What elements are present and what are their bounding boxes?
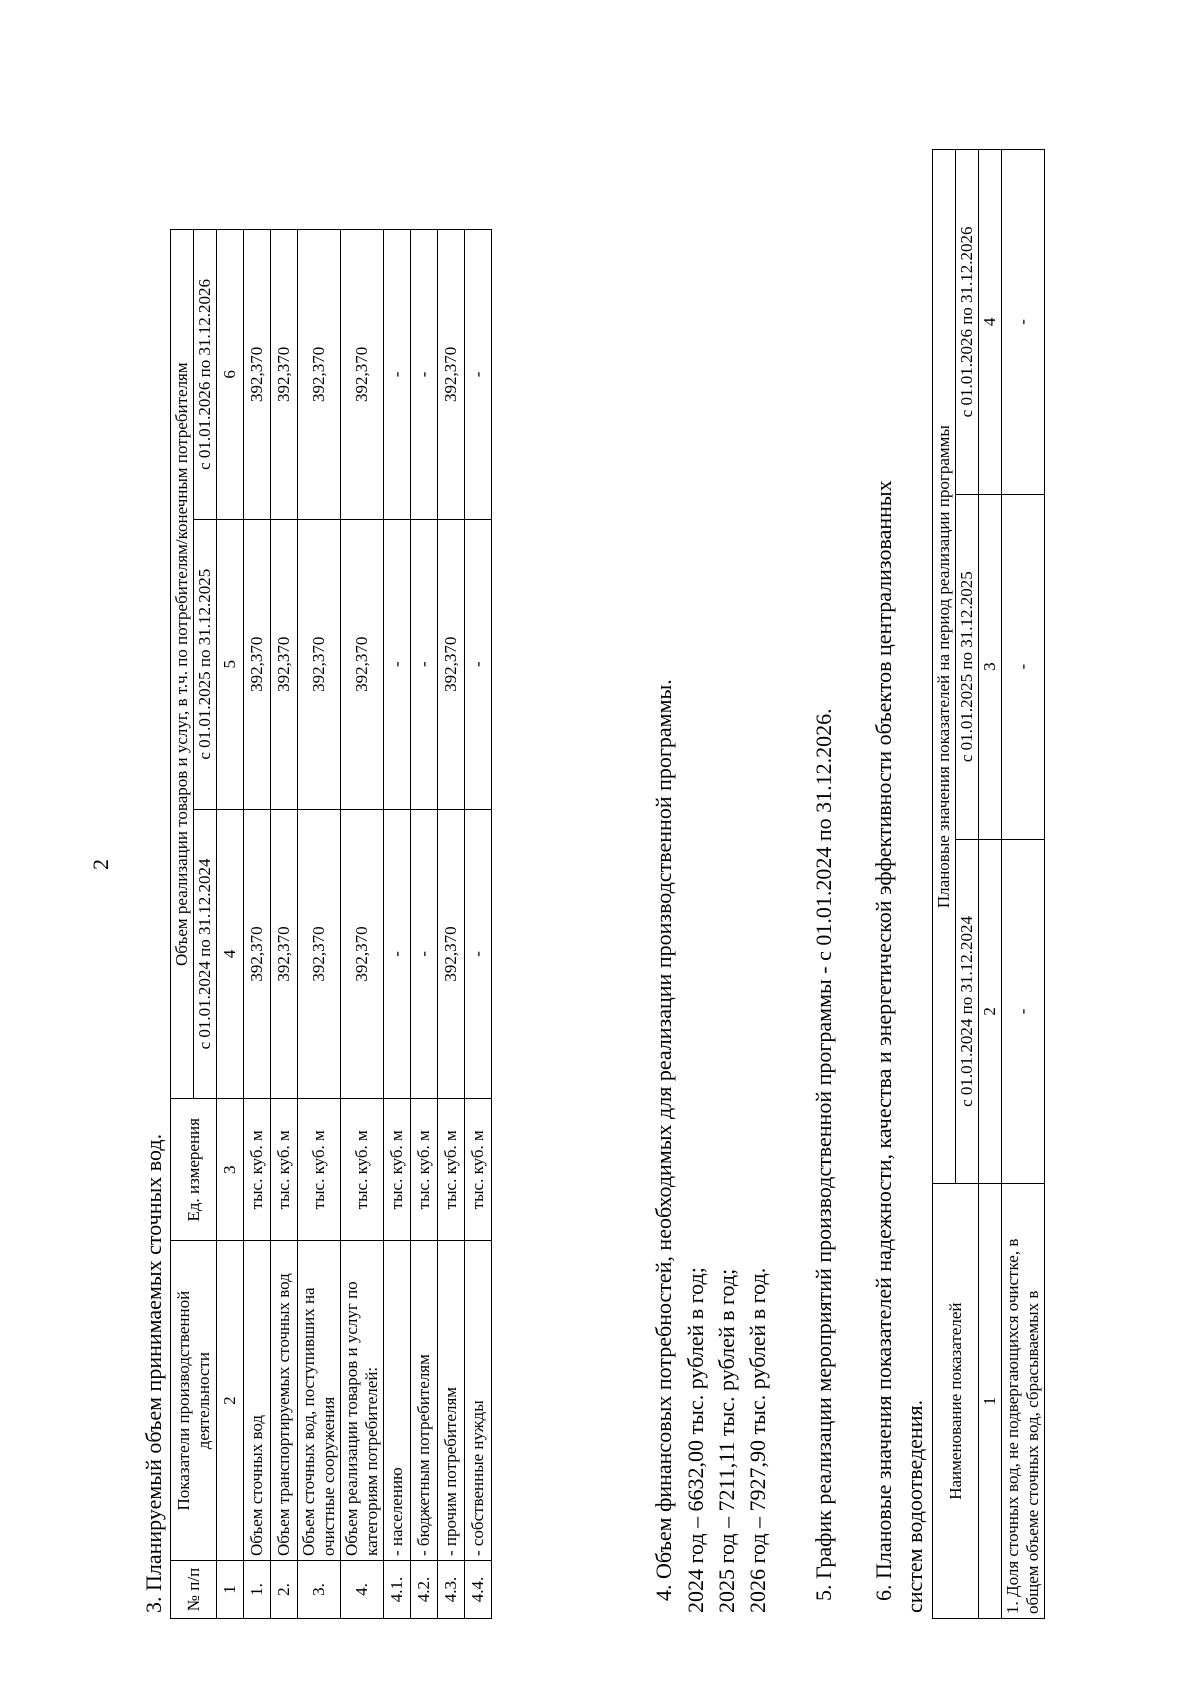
table-row	[384, 230, 411, 1619]
row-value-2024: 392,370	[271, 809, 298, 1099]
row-value-2024: -	[411, 809, 438, 1099]
row-value-2026: 392,370	[271, 230, 298, 520]
col-number: 4	[217, 809, 244, 1099]
table-row	[1002, 150, 1045, 1619]
row-value-2025: -	[465, 519, 492, 809]
row-value-2025: -	[384, 519, 411, 809]
row-value-2024: 392,370	[244, 809, 271, 1099]
header-period-2024: с 01.01.2024 по 31.12.2024	[956, 839, 979, 1184]
row-unit: тыс. куб. м	[341, 1099, 384, 1241]
row-name: - прочим потребителям	[438, 1241, 465, 1561]
table-row	[465, 230, 492, 1619]
table-row	[298, 230, 341, 1619]
header-period-2026: с 01.01.2026 по 31.12.2026	[194, 230, 217, 520]
wastewater-volume-table	[170, 229, 492, 1619]
row-value-2024: 392,370	[438, 809, 465, 1099]
row-value-2026: 392,370	[341, 230, 384, 520]
col-number: 3	[217, 1099, 244, 1241]
section4-line-2026: 2026 год – 7927,90 тыс. рублей в год.	[745, 1267, 770, 1613]
table-row	[271, 230, 298, 1619]
row-name: 1. Доля сточных вод, не подвергающихся очистке, в общем объеме сточных вод, сбрасываемых в	[1002, 1184, 1045, 1619]
col-number: 5	[217, 519, 244, 809]
column-number-row	[979, 150, 1002, 1619]
row-value-2026: 392,370	[298, 230, 341, 520]
row-value-2026: -	[465, 230, 492, 520]
header-indicator: Показатели производственной деятельности	[171, 1241, 217, 1561]
section6-heading-line2: систем водоотведения.	[902, 1399, 927, 1613]
row-value-2026: -	[384, 230, 411, 520]
row-value-2025: 392,370	[438, 519, 465, 809]
row-value-2024: -	[1002, 839, 1045, 1184]
row-value-2025: 392,370	[244, 519, 271, 809]
row-num: 4.4.	[465, 1561, 492, 1619]
column-number-row	[217, 230, 244, 1619]
row-value-2025: -	[1002, 494, 1045, 839]
col-number: 2	[217, 1241, 244, 1561]
table-row	[244, 230, 271, 1619]
col-number: 4	[979, 150, 1002, 495]
row-value-2026: -	[411, 230, 438, 520]
row-name: - собственные нужды	[465, 1241, 492, 1561]
header-planned-values: Плановые значения показателей на период реализации программы	[933, 150, 956, 1184]
row-num: 4.3.	[438, 1561, 465, 1619]
row-value-2026: 392,370	[244, 230, 271, 520]
row-value-2026: -	[1002, 150, 1045, 495]
row-unit: тыс. куб. м	[298, 1099, 341, 1241]
col-number: 3	[979, 494, 1002, 839]
row-name: - бюджетным потребителям	[411, 1241, 438, 1561]
row-name: Объем сточных вод	[244, 1241, 271, 1561]
table-row	[341, 230, 384, 1619]
header-indicator-name: Наименование показателей	[933, 1184, 979, 1619]
row-unit: тыс. куб. м	[465, 1099, 492, 1241]
table-row	[411, 230, 438, 1619]
header-period-2024: с 01.01.2024 по 31.12.2024	[194, 809, 217, 1099]
row-unit: тыс. куб. м	[411, 1099, 438, 1241]
section4-heading: 4. Объем финансовых потребностей, необходимых для реализации производственной программы.	[651, 679, 676, 1601]
col-number: 1	[217, 1561, 244, 1619]
row-unit: тыс. куб. м	[271, 1099, 298, 1241]
row-value-2025: 392,370	[271, 519, 298, 809]
row-value-2024: -	[384, 809, 411, 1099]
row-name: Объем реализации товаров и услуг по категориям потребителей:	[341, 1241, 384, 1561]
row-value-2024: 392,370	[298, 809, 341, 1099]
row-value-2025: 392,370	[298, 519, 341, 809]
row-num: 4.2.	[411, 1561, 438, 1619]
row-name: - населению	[384, 1241, 411, 1561]
row-num: 4.1.	[384, 1561, 411, 1619]
row-value-2024: -	[465, 809, 492, 1099]
section5-text: 5. График реализации мероприятий производственной программы - с 01.01.2024 по 31.12.2026.	[811, 708, 836, 1601]
row-num: 3.	[298, 1561, 341, 1619]
section4-line-2025: 2025 год – 7211,11 тыс. рублей в год;	[714, 1268, 739, 1613]
row-num: 2.	[271, 1561, 298, 1619]
header-period-2026: с 01.01.2026 по 31.12.2026	[956, 150, 979, 495]
col-number: 6	[217, 230, 244, 520]
header-num: № п/п	[171, 1561, 217, 1619]
row-name: Объем сточных вод, поступивших на очистные сооружения	[298, 1241, 341, 1561]
header-volume-group: Объем реализации товаров и услуг, в т.ч. по потребителям/конечным потребителям	[171, 230, 194, 1099]
row-value-2026: 392,370	[438, 230, 465, 520]
row-unit: тыс. куб. м	[384, 1099, 411, 1241]
row-unit: тыс. куб. м	[244, 1099, 271, 1241]
section6-heading-line1: 6. Плановые значения показателей надежности, качества и энергетической эффективности объектов централизованных	[871, 480, 896, 1601]
reliability-indicators-table	[932, 149, 1045, 1619]
col-number: 2	[979, 839, 1002, 1184]
row-value-2025: 392,370	[341, 519, 384, 809]
row-value-2025: -	[411, 519, 438, 809]
table-row	[438, 230, 465, 1619]
col-number: 1	[979, 1184, 1002, 1619]
section4-line-2024: 2024 год – 6632,00 тыс. рублей в год;	[683, 1267, 708, 1613]
header-period-2025: с 01.01.2025 по 31.12.2025	[956, 494, 979, 839]
row-value-2024: 392,370	[341, 809, 384, 1099]
row-unit: тыс. куб. м	[438, 1099, 465, 1241]
row-num: 1.	[244, 1561, 271, 1619]
section3-heading: 3. Планируемый объем принимаемых сточных вод.	[141, 1133, 166, 1613]
page-number: 2	[88, 859, 113, 870]
row-name: Объем транспортируемых сточных вод	[271, 1241, 298, 1561]
header-period-2025: с 01.01.2025 по 31.12.2025	[194, 519, 217, 809]
row-num: 4.	[341, 1561, 384, 1619]
header-unit: Ед. измерения	[171, 1099, 217, 1241]
